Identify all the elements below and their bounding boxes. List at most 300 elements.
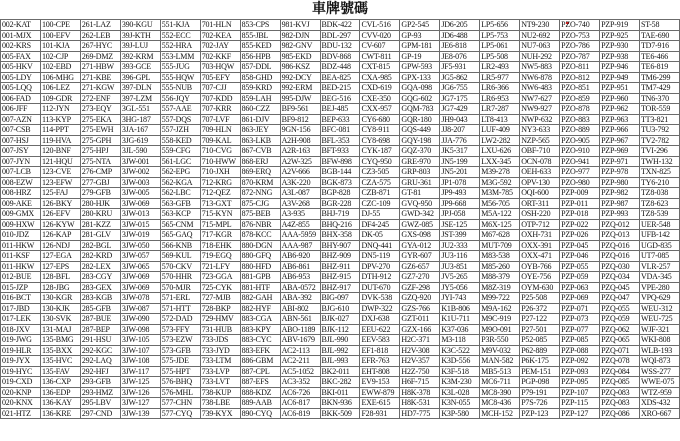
plate-cell: 552-ECC <box>160 30 200 41</box>
plate-cell: 707-KDD <box>200 93 240 104</box>
plate-cell: 883-CYC <box>240 335 280 346</box>
plate-cell: PZP-026 <box>560 230 600 241</box>
plate-cell: PZP-982 <box>600 188 640 199</box>
plate-cell: AC3-352 <box>280 377 320 388</box>
plate-cell: TE6-466 <box>640 51 680 62</box>
plate-cell: BHZ-915 <box>320 272 360 283</box>
plate-cell: 3JW-117 <box>120 366 160 377</box>
plate-cell: 702-KEA <box>200 30 240 41</box>
plate-cell: 127-EGA <box>40 251 80 262</box>
plate-cell: 883-EFK <box>240 345 280 356</box>
plate-cell: 018-JXV <box>1 324 41 335</box>
plate-cell: BHJ-719 <box>320 209 360 220</box>
plate-cell: 577-CHN <box>160 398 200 409</box>
plate-cell: 571-ERL <box>160 293 200 304</box>
plate-cell: 863-LKB <box>240 135 280 146</box>
plate-cell: BGB-144 <box>320 167 360 178</box>
plate-cell: NW9-927 <box>520 104 560 115</box>
plate-cell: H6F-715 <box>400 377 440 388</box>
plate-cell: DK-05 <box>360 230 400 241</box>
plate-cell: LR2-493 <box>480 62 520 73</box>
plate-cell: 738-KUP <box>200 387 240 398</box>
plate-cell: 100-CPE <box>40 20 80 31</box>
plate-cell: 283-KGB <box>80 293 120 304</box>
plate-cell: BDL-297 <box>320 30 360 41</box>
plate-cell: ABN-561 <box>280 314 320 325</box>
plate-cell: 002-KRS <box>1 41 41 52</box>
plate-cell: 017-JBD <box>1 303 41 314</box>
plate-cell: BKC-282 <box>320 377 360 388</box>
plate-cell: PZP-946 <box>600 62 640 73</box>
plate-cell: 007-HSJ <box>1 135 41 146</box>
plate-cell: PZQ-086 <box>600 408 640 419</box>
plate-cell: BF9-812 <box>280 114 320 125</box>
plate-cell: BHX-358 <box>320 230 360 241</box>
plate-cell: NUH-292 <box>520 51 560 62</box>
plate-cell: 717-KGR <box>200 230 240 241</box>
plate-cell: BJL-990 <box>320 335 360 346</box>
plate-cell: BGR-228 <box>320 198 360 209</box>
plate-cell: JN5-201 <box>440 167 480 178</box>
plate-cell: JP9-668 <box>440 198 480 209</box>
table-row <box>1 72 680 83</box>
plate-cell: GWZ-085 <box>400 219 440 230</box>
plate-cell: PZP-962 <box>600 104 640 115</box>
plate-cell: PZO-883 <box>560 114 600 125</box>
plate-cell: GRU-361 <box>400 177 440 188</box>
plate-cell: PZQ-016 <box>600 251 640 262</box>
plate-cell: BHY-907 <box>320 240 360 251</box>
plate-cell: GQS-449 <box>400 125 440 136</box>
plate-cell: P3R-550 <box>480 335 520 346</box>
plate-cell: VPQ-629 <box>640 293 680 304</box>
plate-cell: PZP-063 <box>560 282 600 293</box>
plate-cell: 136-KAY <box>40 398 80 409</box>
plate-cell: NY3-633 <box>520 125 560 136</box>
plate-cell: PZP-085 <box>560 335 600 346</box>
plate-cell: 875-CJG <box>240 198 280 209</box>
plate-cell: 853-CPS <box>240 20 280 31</box>
plate-cell: 010-JDZ <box>1 230 41 241</box>
plate-cell: WQI-873 <box>640 356 680 367</box>
plate-cell: A3L-087 <box>280 188 320 199</box>
plate-cell: TXN-825 <box>640 167 680 178</box>
plate-cell: 006-FAD <box>1 93 41 104</box>
plate-cell: WTZ-959 <box>640 387 680 398</box>
plate-cell: 130-KJK <box>40 303 80 314</box>
plate-cell: JE6-818 <box>440 41 480 52</box>
plate-cell: ABV-1679 <box>280 335 320 346</box>
plate-cell: PZQ-083 <box>600 398 640 409</box>
plate-cell: M88-379 <box>480 272 520 283</box>
plate-cell: 121-HQU <box>40 156 80 167</box>
plate-cell: 867-CVB <box>240 146 280 157</box>
plate-cell: 872-NNG <box>240 188 280 199</box>
plate-cell: 009-HXW <box>1 219 41 230</box>
plate-cell: 291-HSU <box>80 335 120 346</box>
plate-cell: JV5-265 <box>440 272 480 283</box>
plate-cell: K3C-522 <box>440 345 480 356</box>
plate-cell: 114-PPT <box>40 125 80 136</box>
plate-cell: 3JW-126 <box>120 387 160 398</box>
plate-cell: HD7-775 <box>400 408 440 419</box>
plate-cell: JY5-056 <box>440 282 480 293</box>
plate-cell: 136-CXP <box>40 377 80 388</box>
table-row <box>1 219 680 230</box>
plate-cell: TM7-429 <box>640 83 680 94</box>
plate-cell: MC8-436 <box>480 398 520 409</box>
plate-cell: 011-HKW <box>1 240 41 251</box>
plate-cell: 112-JYN <box>40 104 80 115</box>
plate-cell: LP5-656 <box>480 20 520 31</box>
plate-cell: GP2-545 <box>400 20 440 31</box>
plate-cell: 297-CND <box>80 408 120 419</box>
plate-cell: WLB-193 <box>640 345 680 356</box>
plate-cell: 857-DDL <box>240 62 280 73</box>
table-row <box>1 282 680 293</box>
plate-cell: DF4-245 <box>360 219 400 230</box>
plate-cell: PZP-011 <box>560 198 600 209</box>
plate-cell: PZO-910 <box>560 146 600 157</box>
plate-cell: 721-LFY <box>200 261 240 272</box>
plate-cell: JF5-931 <box>440 62 480 73</box>
plate-cell: 887-CPL <box>240 366 280 377</box>
plate-cell: 702-KKF <box>200 51 240 62</box>
plate-cell: GVQ-950 <box>400 198 440 209</box>
plate-cell: 3JW-003 <box>120 177 160 188</box>
plate-cell: BEP-633 <box>320 114 360 125</box>
plate-cell: CXX-957 <box>360 104 400 115</box>
plate-cell: PZP-919 <box>600 20 640 31</box>
plate-cell: JSE-125 <box>440 219 480 230</box>
plate-cell: 019-JYX <box>1 356 41 367</box>
plate-cell: PZO-905 <box>560 135 600 146</box>
plate-cell: LW2-282 <box>480 135 520 146</box>
plate-cell: 715-KYN <box>200 209 240 220</box>
plate-cell: 3JW-069 <box>120 272 160 283</box>
plate-cell: 277-GBJ <box>80 177 120 188</box>
plate-cell: 123-CVE <box>40 167 80 178</box>
plate-cell: 718-EHK <box>200 240 240 251</box>
plate-cell: UGD-835 <box>640 240 680 251</box>
plate-cell: AC2-113 <box>280 345 320 356</box>
plate-cell: 275-GPH <box>80 135 120 146</box>
table-row <box>1 377 680 388</box>
plate-cell: BFT-933 <box>320 146 360 157</box>
plate-cell: 3JW-050 <box>120 240 160 251</box>
plate-cell: 563-KCP <box>160 209 200 220</box>
table-row <box>1 324 680 335</box>
plate-cell: VDA-345 <box>640 272 680 283</box>
plate-cell: OYB-766 <box>520 261 560 272</box>
plate-cell: 135-BMG <box>40 335 80 346</box>
plate-cell: PZP-967 <box>600 135 640 146</box>
plate-cell: H2V-357 <box>400 356 440 367</box>
plate-cell: MCH-152 <box>480 408 520 419</box>
plate-cell: 557-JZH <box>160 125 200 136</box>
plate-cell: XRO-667 <box>640 408 680 419</box>
plate-cell: 731-HUB <box>200 324 240 335</box>
plate-cell: 733-JYD <box>200 345 240 356</box>
plate-cell: TE6-819 <box>640 62 680 73</box>
plate-cell: PZP-059 <box>560 272 600 283</box>
plate-cell: PZP-022 <box>560 219 600 230</box>
plate-cell: 3JW-069 <box>120 282 160 293</box>
plate-cell: DTH-912 <box>360 272 400 283</box>
plate-cell: 126-NDJ <box>40 240 80 251</box>
plate-cell: M6X-125 <box>480 219 520 230</box>
plate-cell: PZP-951 <box>600 83 640 94</box>
plate-cell: A2H-908 <box>280 135 320 146</box>
plate-cell: BFC-081 <box>320 125 360 136</box>
plate-cell: GZQ-920 <box>400 293 440 304</box>
plate-cell: 576-BHQ <box>160 377 200 388</box>
plate-cell: M39-278 <box>480 167 520 178</box>
plate-cell: PZQ-013 <box>600 230 640 241</box>
plate-cell: JYI-743 <box>440 293 480 304</box>
plate-cell: AAA-987 <box>280 240 320 251</box>
plate-cell: 855-JBL <box>240 30 280 41</box>
plate-cell: PZP-987 <box>600 198 640 209</box>
plate-cell: WWE-075 <box>640 377 680 388</box>
plate-cell: BDU-132 <box>320 41 360 52</box>
plate-cell: DN5-119 <box>360 251 400 262</box>
plate-cell: AC2-211 <box>280 356 320 367</box>
plate-cell: GQR-180 <box>400 114 440 125</box>
plate-cell: 3JW-139 <box>120 408 160 419</box>
plate-cell: 392-KRM <box>120 51 160 62</box>
plate-cell: P52-085 <box>520 335 560 346</box>
plate-cell: OEH-633 <box>520 167 560 178</box>
plate-cell: PGP-098 <box>520 377 560 388</box>
plate-cell: 280-HJK <box>80 198 120 209</box>
plate-cell: 890-CYQ <box>240 408 280 419</box>
plate-cell: 738-LBE <box>200 398 240 409</box>
plate-cell: 390-KGU <box>120 20 160 31</box>
plate-cell: JP1-078 <box>440 177 480 188</box>
plate-cell: BJG-610 <box>320 303 360 314</box>
plate-cell: CZA-575 <box>360 177 400 188</box>
plate-cell: 282-BGL <box>80 240 120 251</box>
plate-cell: 985-EKD <box>280 51 320 62</box>
plate-cell: 702-JAY <box>200 41 240 52</box>
plate-cell: BEG-516 <box>320 93 360 104</box>
plate-cell: 565-GAQ <box>160 230 200 241</box>
plate-cell: K3P-580 <box>440 408 480 419</box>
plate-cell: 986-KSZ <box>280 62 320 73</box>
plate-cell: 113-KYP <box>40 114 80 125</box>
plate-cell: JN5-199 <box>440 156 480 167</box>
plate-cell: BEA-825 <box>320 72 360 83</box>
plate-cell: 292-HFJ <box>80 366 120 377</box>
plate-cell: GPW-593 <box>400 62 440 73</box>
plate-cell: JU3-116 <box>440 251 480 262</box>
plate-cell: 293-HMZ <box>80 387 120 398</box>
plate-cell: PZO-787 <box>560 51 600 62</box>
plate-cell: JD6-205 <box>440 20 480 31</box>
plate-cell: 275-EWH <box>80 125 120 136</box>
plate-cell: PZO-878 <box>560 104 600 115</box>
plate-cell: 868-ERJ <box>240 156 280 167</box>
plate-cell: UT7-085 <box>640 251 680 262</box>
plate-cell: 713-GXT <box>200 198 240 209</box>
table-row <box>1 366 680 377</box>
plate-cell: BFW-898 <box>320 156 360 167</box>
plate-cell: 710-HWW <box>200 156 240 167</box>
plate-cell: 575-JDE <box>160 356 200 367</box>
plate-cell: 019-HLR <box>1 345 41 356</box>
plate-cell: 3GL-551 <box>120 104 160 115</box>
plate-cell: 860-CZZ <box>240 104 280 115</box>
plate-cell: GZT-011 <box>400 314 440 325</box>
plate-cell: LR5-977 <box>480 72 520 83</box>
plate-cell: 555-HQW <box>160 72 200 83</box>
plate-cell: CXT-815 <box>360 62 400 73</box>
plate-cell: EHT-808 <box>360 366 400 377</box>
plate-cell: 283-GEX <box>80 282 120 293</box>
plate-cell: M99-722 <box>480 293 520 304</box>
plate-cell: 559-CFG <box>160 146 200 157</box>
plate-cell: JJA-776 <box>440 135 480 146</box>
plate-cell: CZB-871 <box>360 188 400 199</box>
plate-cell: 870-KRM <box>240 177 280 188</box>
plate-cell: H8K-378 <box>400 387 440 398</box>
plate-cell: GQA-098 <box>400 83 440 94</box>
plate-cell: PZP-092 <box>560 356 600 367</box>
plate-cell: 562-KGA <box>160 177 200 188</box>
plate-cell: M67-628 <box>480 230 520 241</box>
plate-cell: M3M-785 <box>480 188 520 199</box>
plate-cell: 3JW-005 <box>120 188 160 199</box>
plate-cell: AB6-920 <box>280 251 320 262</box>
plate-cell: 262-LEB <box>80 30 120 41</box>
plate-cell: GZF-298 <box>400 282 440 293</box>
plate-cell: 3JW-105 <box>120 335 160 346</box>
plate-cell: 992-ERM <box>280 83 320 94</box>
plate-cell: ORT-311 <box>520 198 560 209</box>
plate-cell: 882-GAH <box>240 293 280 304</box>
plate-cell: 102-CJP <box>40 51 80 62</box>
plate-cell: P27-501 <box>520 324 560 335</box>
plate-cell: 011-KSF <box>1 251 41 262</box>
plate-cell: 269-DMZ <box>80 51 120 62</box>
plate-cell: PZQ-065 <box>600 335 640 346</box>
plate-cell: PZP-980 <box>600 177 640 188</box>
plate-cell: OYE-756 <box>520 272 560 283</box>
plate-cell: PZP-069 <box>560 293 600 304</box>
plate-cell: 733-LTM <box>200 356 240 367</box>
plate-cell: 555-NUB <box>160 83 200 94</box>
plate-cell: PEM-151 <box>520 366 560 377</box>
plate-cell: 3JW-090 <box>120 314 160 325</box>
plate-cell: TY6-210 <box>640 177 680 188</box>
plate-cell: 861-DJV <box>240 114 280 125</box>
plate-cell: MC6-711 <box>480 377 520 388</box>
plate-cell: PZQ-084 <box>600 366 640 377</box>
plate-cell: 119-HVA <box>40 135 80 146</box>
plate-cell: PZP-107 <box>560 387 600 398</box>
plate-cell: NZP-565 <box>520 135 560 146</box>
plate-cell: 889-AAB <box>240 398 280 409</box>
plate-cell: H2V-308 <box>400 345 440 356</box>
plate-cell: 739-KYX <box>200 408 240 419</box>
plate-cell: 106-MHG <box>40 72 80 83</box>
plate-cell: 556-JQY <box>160 93 200 104</box>
plate-cell: PZP-093 <box>560 366 600 377</box>
plate-cell: 136-KRE <box>40 408 80 419</box>
plate-cell: VLR-257 <box>640 261 680 272</box>
table-row <box>1 83 680 94</box>
plate-cell: LP5-061 <box>480 41 520 52</box>
plate-cell: 100-EFV <box>40 30 80 41</box>
plate-cell: MB5-513 <box>480 366 520 377</box>
plate-cell: 136-EDP <box>40 387 80 398</box>
plate-cell: WSS-277 <box>640 366 680 377</box>
plate-cell: LXU-626 <box>480 146 520 157</box>
plate-cell: 016-BCT <box>1 293 41 304</box>
plate-cell: 005-HKV <box>1 62 41 73</box>
plate-cell: 555-JUG <box>160 62 200 73</box>
plate-cell: 020-KNP <box>1 387 41 398</box>
plate-cell: 725-CYK <box>200 282 240 293</box>
plate-cell: JJ8-207 <box>440 125 480 136</box>
table-row <box>1 188 680 199</box>
plate-cell: 39J-LUJ <box>120 41 160 52</box>
table-row <box>1 41 680 52</box>
plate-cell: PZO-941 <box>560 156 600 167</box>
plate-cell: 261-LAZ <box>80 20 120 31</box>
plate-cell: 135-FAV <box>40 366 80 377</box>
plate-cell: 992-DCY <box>280 72 320 83</box>
plate-cell: 888-KDZ <box>240 387 280 398</box>
plate-cell: GZ6-657 <box>400 261 440 272</box>
plate-cell: M83-538 <box>480 251 520 262</box>
plate-cell: 566-KNB <box>160 240 200 251</box>
plate-cell: NW5-883 <box>520 62 560 73</box>
plate-cell: CYK-187 <box>360 146 400 157</box>
plate-cell: 710-JXH <box>200 167 240 178</box>
plate-cell: H2C-371 <box>400 335 440 346</box>
plate-cell: MC8-390 <box>480 387 520 398</box>
plate-cell: DNQ-441 <box>360 240 400 251</box>
plate-cell: 282-KRD <box>80 251 120 262</box>
plate-cell: 292-KGC <box>80 345 120 356</box>
plate-cell: 127-EPS <box>40 261 80 272</box>
plate-cell: 009-GMX <box>1 209 41 220</box>
plate-cell: BKI-011 <box>320 387 360 398</box>
plate-cell: GZ7-270 <box>400 272 440 283</box>
table-row <box>1 209 680 220</box>
plate-cell: EF1-818 <box>360 345 400 356</box>
plate-cell: 557-AAE <box>160 104 200 115</box>
plate-cell: 275-EKA <box>80 114 120 125</box>
plate-cell: PZP-045 <box>560 240 600 251</box>
plate-cell: 131-MAJ <box>40 324 80 335</box>
plate-cell: K3M-230 <box>440 377 480 388</box>
plate-cell: 005-FAX <box>1 51 41 62</box>
plate-cell: PZP-966 <box>600 125 640 136</box>
plate-cell: 3JW-002 <box>120 167 160 178</box>
plate-cell: PZO-851 <box>560 83 600 94</box>
plate-cell: P62-889 <box>520 345 560 356</box>
plate-cell: VPE-280 <box>640 282 680 293</box>
plate-cell: MAN-582 <box>480 356 520 367</box>
plate-cell: PZP-095 <box>560 377 600 388</box>
plate-cell: JG7-175 <box>440 93 480 104</box>
plate-cell: M5A-122 <box>480 209 520 220</box>
plate-cell: PZO-812 <box>560 72 600 83</box>
plate-cell: M9A-162 <box>480 303 520 314</box>
